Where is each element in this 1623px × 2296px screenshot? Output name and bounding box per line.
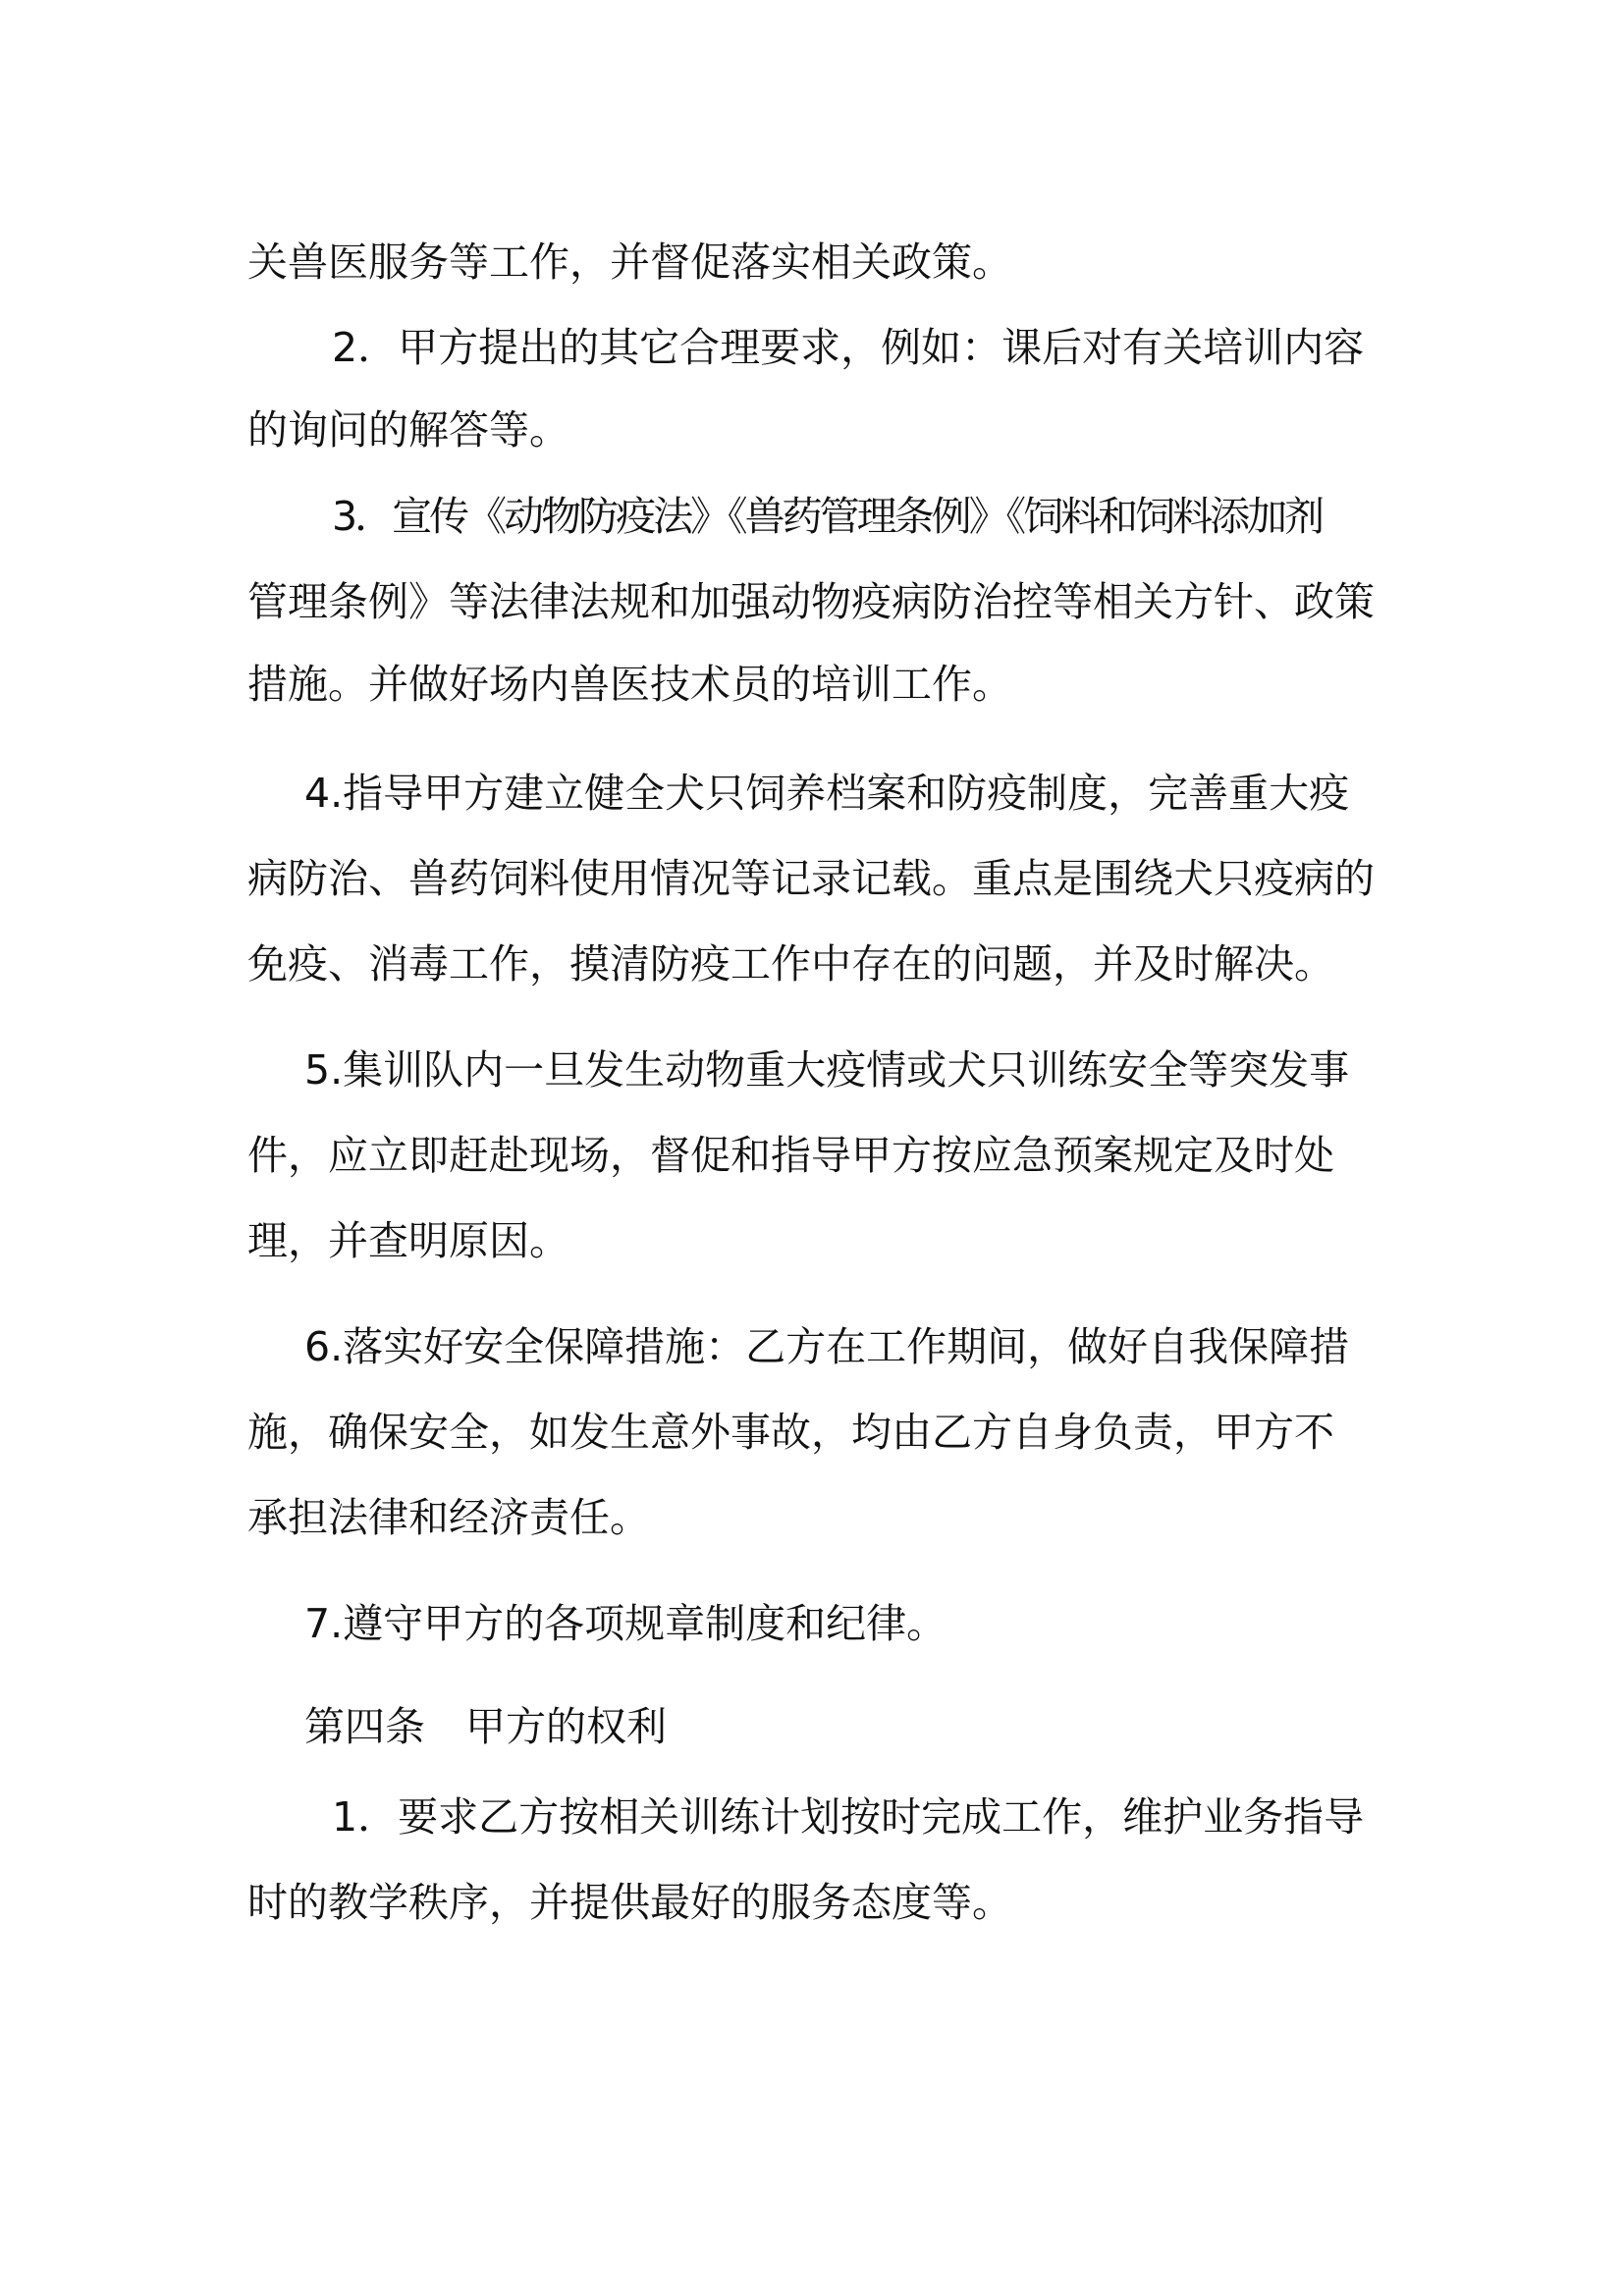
text-line: 的询问的解答等。 (247, 406, 569, 454)
text-line: 5.集训队内一旦发生动物重大疫情或犬只训练安全等突发事 (304, 1046, 1350, 1094)
text-line: 7.遵守甲方的各项规章制度和纪律。 (304, 1600, 947, 1647)
text-line: 1．要求乙方按相关训练计划按时完成工作，维护业务指导 (332, 1793, 1365, 1841)
text-line: 管理条例》等法律法规和加强动物疫病防治控等相关方针、政策 (247, 578, 1375, 625)
text-line: 件，应立即赶赴现场，督促和指导甲方按应急预案规定及时处 (247, 1132, 1334, 1179)
text-line: 措施。并做好场内兽医技术员的培训工作。 (247, 661, 1012, 708)
text-line: 承担法律和经济责任。 (247, 1494, 650, 1541)
text-line: 6.落实好安全保障措施：乙方在工作期间，做好自我保障措 (304, 1323, 1350, 1370)
section-heading: 第四条 甲方的权利 (304, 1703, 667, 1750)
text-line: 病防治、兽药饲料使用情况等记录记载。重点是围绕犬只疫病的 (247, 855, 1375, 902)
text-line: 理，并查明原因。 (247, 1217, 569, 1264)
text-line: 3．宣传《动物防疫法》《兽药管理条例》《饲料和饲料添加剂 (332, 493, 1323, 540)
text-line: 施，确保安全，如发生意外事故，均由乙方自身负责，甲方不 (247, 1409, 1334, 1456)
text-line: 免疫、消毒工作，摸清防疫工作中存在的问题，并及时解决。 (247, 940, 1334, 988)
text-line: 时的教学秩序，并提供最好的服务态度等。 (247, 1879, 1012, 1926)
text-line: 关兽医服务等工作，并督促落实相关政策。 (247, 239, 1012, 286)
text-line: 2．甲方提出的其它合理要求，例如：课后对有关培训内容 (332, 324, 1365, 371)
text-line: 4.指导甲方建立健全犬只饲养档案和防疫制度，完善重大疫 (304, 770, 1350, 817)
